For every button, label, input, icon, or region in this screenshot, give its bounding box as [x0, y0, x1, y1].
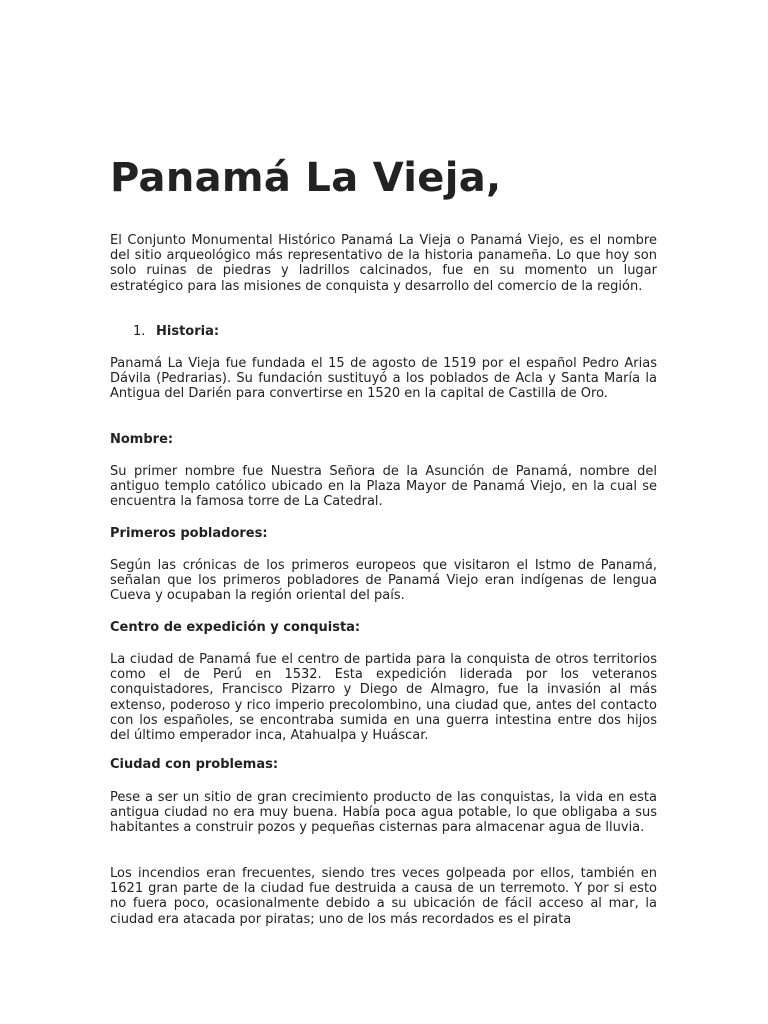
section-text-expedicion: La ciudad de Panamá fue el centro de partida para la conquista de otros territorios como el de Perú en 1532. Esta expedición liderada por los veteranos conquistadores, Francisco Pizarro y Diego de Almagro, fue la invasión al más extenso, poderoso y rico imperio precolombino, una ciudad que, antes del contacto con los españoles, se encontraba sumida en una guerra intestina entre dos hijos del último emperador inca, Atahualpa y Huáscar.	[110, 652, 657, 744]
list-number: 1.	[133, 324, 146, 339]
section-text-incendios: Los incendios eran frecuentes, siendo tres veces golpeada por ellos, también en 1621 gran parte de la ciudad fue destruida a causa de un terremoto. Y por si esto no fuera poco, ocasionalmente debido a su ubicación de fácil acceso al mar, la ciudad era atacada por piratas; uno de los más recordados es el pirata	[110, 866, 657, 927]
list-item-historia	[133, 324, 219, 340]
section-heading-pobladores: Primeros pobladores:	[110, 526, 268, 541]
section-text-pobladores: Según las crónicas de los primeros europeos que visitaron el Istmo de Panamá, señalan que los primeros pobladores de Panamá Viejo eran indígenas de lengua Cueva y ocupaban la región oriental del país.	[110, 558, 657, 604]
document-title: Panamá La Vieja,	[110, 155, 502, 201]
section-text-problemas: Pese a ser un sitio de gran crecimiento producto de las conquistas, la vida en esta antigua ciudad no era muy buena. Había poca agua potable, lo que obligaba a sus habitantes a construir pozos y pequeñas cisternas para almacenar agua de lluvia.	[110, 790, 657, 836]
list-label: Historia:	[156, 324, 220, 339]
intro-paragraph: El Conjunto Monumental Histórico Panamá La Vieja o Panamá Viejo, es el nombre del sitio arqueológico más representativo de la historia panameña. Lo que hoy son solo ruinas de piedras y ladrillos calcinados, fue en su momento un lugar estratégico para las misiones de conquista y desarrollo del comercio de la región.	[110, 233, 657, 294]
section-heading-problemas: Ciudad con problemas:	[110, 757, 279, 772]
section-heading-expedicion: Centro de expedición y conquista:	[110, 620, 361, 635]
section-text-nombre: Su primer nombre fue Nuestra Señora de la Asunción de Panamá, nombre del antiguo templo católico ubicado en la Plaza Mayor de Panamá Viejo, en la cual se encuentra la famosa torre de La Catedral.	[110, 464, 657, 510]
historia-paragraph: Panamá La Vieja fue fundada el 15 de agosto de 1519 por el español Pedro Arias Dávila (Pedrarias). Su fundación sustituyó a los poblados de Acla y Santa María la Antigua del Darién para convertirse en 1520 en la capital de Castilla de Oro.	[110, 356, 657, 402]
section-heading-nombre: Nombre:	[110, 432, 174, 447]
